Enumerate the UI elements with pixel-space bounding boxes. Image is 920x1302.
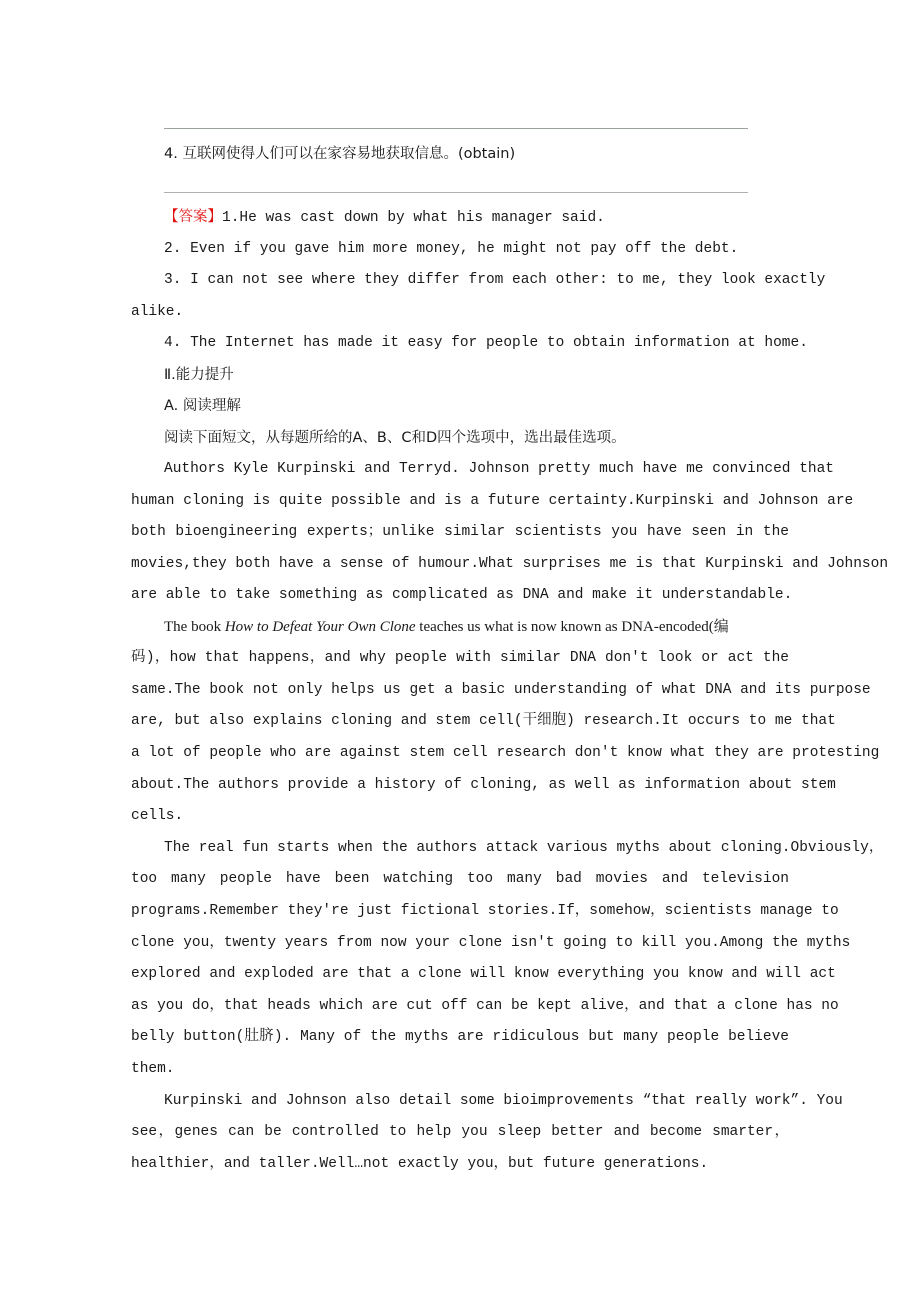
answer-item-4: 4. The Internet has made it easy for people to obtain information at home. bbox=[164, 335, 808, 351]
answer-item-3-cont: alike. bbox=[131, 304, 184, 320]
answer-label: 【答案】 bbox=[164, 209, 222, 225]
answer-item-2: 2. Even if you gave him more money, he might not pay off the debt. bbox=[164, 241, 739, 257]
section-instruction: 阅读下面短文，从每题所给的A、B、C和D四个选项中，选出最佳选项。 bbox=[164, 430, 626, 446]
passage-p3-line-4: clone you，twenty years from now your clone isn't going to kill you.Among the myths bbox=[131, 935, 851, 951]
passage-p4-line-3: healthier，and taller.Well…not exactly you，but future generations. bbox=[131, 1156, 709, 1172]
passage-p2-line-4: are, but also explains cloning and stem cell(干细胞) research.It occurs to me that bbox=[131, 713, 836, 729]
answer-item-1 bbox=[164, 207, 605, 228]
passage-p1-line-1: Authors Kyle Kurpinski and Terryd. Johnson pretty much have me convinced that bbox=[164, 461, 835, 477]
passage-p2-line-5: a lot of people who are against stem cell research don't know what they are protesting bbox=[131, 745, 880, 761]
answer-text-1: 1.He was cast down by what his manager said. bbox=[222, 210, 605, 226]
passage-p4-line-2: see，genes can be controlled to help you sleep better and become smarter， bbox=[131, 1124, 789, 1140]
passage-p2-line-3: same.The book not only helps us get a basic understanding of what DNA and its purpose bbox=[131, 682, 871, 698]
passage-p1-line-5: are able to take something as complicated as DNA and make it understandable. bbox=[131, 587, 793, 603]
passage-p3-line-3: programs.Remember they're just fictional stories.If，somehow，scientists manage to bbox=[131, 903, 839, 919]
passage-p3-line-8: them. bbox=[131, 1061, 175, 1077]
passage-p3-line-7: belly button(肚脐). Many of the myths are ridiculous but many people believe bbox=[131, 1029, 789, 1045]
book-title: How to Defeat Your Own Clone bbox=[224, 619, 416, 635]
passage-p3-line-6: as you do，that heads which are cut off can be kept alive，and that a clone has no bbox=[131, 998, 839, 1014]
section-heading: Ⅱ.能力提升 bbox=[164, 367, 234, 383]
passage-p4-line-1: Kurpinski and Johnson also detail some bioimprovements “that really work”. You bbox=[164, 1093, 843, 1109]
answer-item-3: 3. I can not see where they differ from each other: to me, they look exactly bbox=[164, 272, 826, 288]
translation-item-4: 4. 互联网使得人们可以在家容易地获取信息。(obtain) bbox=[164, 146, 516, 162]
passage-p2-line-7: cells. bbox=[131, 808, 184, 824]
passage-p3-line-5: explored and exploded are that a clone will know everything you know and will act bbox=[131, 966, 836, 982]
answer-blank-line-4 bbox=[164, 192, 748, 193]
passage-p2-line-2: 码)，how that happens，and why people with similar DNA don't look or act the bbox=[131, 650, 789, 666]
answer-blank-line-3 bbox=[164, 128, 748, 129]
passage-p3-line-1: The real fun starts when the authors attack various myths about cloning.Obviously， bbox=[164, 840, 884, 856]
passage-p1-line-3: both bioengineering experts；unlike similar scientists you have seen in the bbox=[131, 524, 789, 540]
passage-p2-line-6: about.The authors provide a history of cloning, as well as information about stem bbox=[131, 777, 836, 793]
passage-p3-line-2: too many people have been watching too many bad movies and television bbox=[131, 871, 789, 887]
passage-p2-line-1: The book How to Defeat Your Own Clone teaches us what is now known as DNA-encoded(编 bbox=[164, 619, 729, 635]
section-subheading: A. 阅读理解 bbox=[164, 398, 241, 414]
passage-p1-line-2: human cloning is quite possible and is a future certainty.Kurpinski and Johnson are bbox=[131, 493, 854, 509]
passage-p1-line-4: movies,they both have a sense of humour.What surprises me is that Kurpinski and Johnson bbox=[131, 556, 889, 572]
